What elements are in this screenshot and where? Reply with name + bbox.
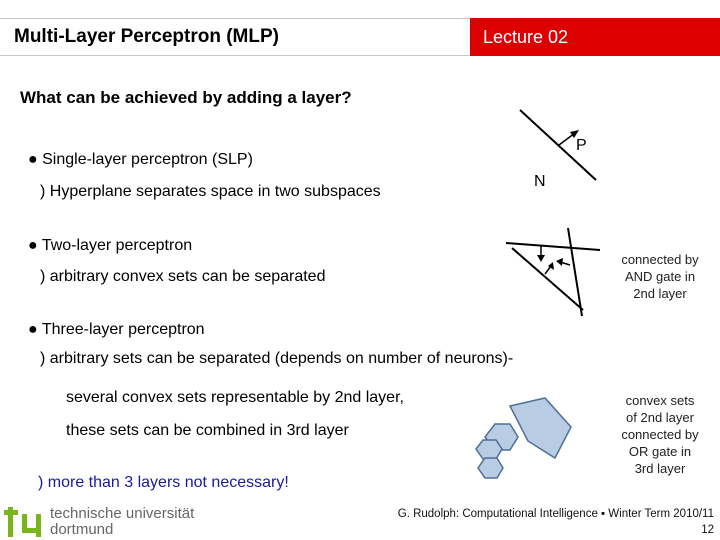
logo-line-2: dortmund: [50, 521, 114, 538]
bullet-marker: ●: [28, 151, 38, 168]
bullet-marker: ●: [28, 237, 38, 254]
citation-text: G. Rudolph: Computational Intelligence ▪ Winter Term 2010/11: [397, 508, 714, 520]
logo-line-1: technische universität: [50, 505, 195, 522]
note-line: OR gate in: [628, 444, 692, 459]
lecture-label: Lecture 02: [483, 27, 569, 47]
label-p: P: [576, 137, 587, 154]
page-number: 12: [701, 524, 714, 536]
note-line: of 2nd layer: [626, 410, 694, 425]
slide-question: What can be achieved by adding a layer?: [20, 88, 352, 107]
conclusion: ) more than 3 layers not necessary!: [38, 474, 289, 491]
three-layer-implication: ) arbitrary sets can be separated (depends on number of neurons)-: [40, 350, 514, 367]
note-line: AND gate in: [624, 269, 696, 284]
logo-wordmark: [50, 506, 194, 538]
note-line: connected by: [621, 252, 699, 267]
slp-implication: ) Hyperplane separates space in two subspaces: [40, 183, 381, 200]
three-layer-title: Three-layer perceptron: [41, 321, 205, 338]
bullet-marker: ●: [28, 321, 38, 338]
footer-citation: [398, 506, 714, 538]
label-n: N: [534, 173, 546, 190]
note-line: 3rd layer: [634, 461, 686, 476]
two-layer-implication: ) arbitrary convex sets can be separated: [40, 268, 326, 285]
slp-title: Single-layer perceptron (SLP): [42, 151, 253, 168]
note-line: 2nd layer: [633, 286, 687, 301]
slide-title: Multi-Layer Perceptron (MLP): [14, 26, 279, 47]
note-line: convex sets: [625, 393, 695, 408]
three-layer-sub2: these sets can be combined in 3rd layer: [66, 422, 349, 439]
three-layer-sub1: several convex sets representable by 2nd layer,: [66, 389, 404, 406]
note-line: connected by: [621, 427, 699, 442]
two-layer-title: Two-layer perceptron: [41, 237, 193, 254]
